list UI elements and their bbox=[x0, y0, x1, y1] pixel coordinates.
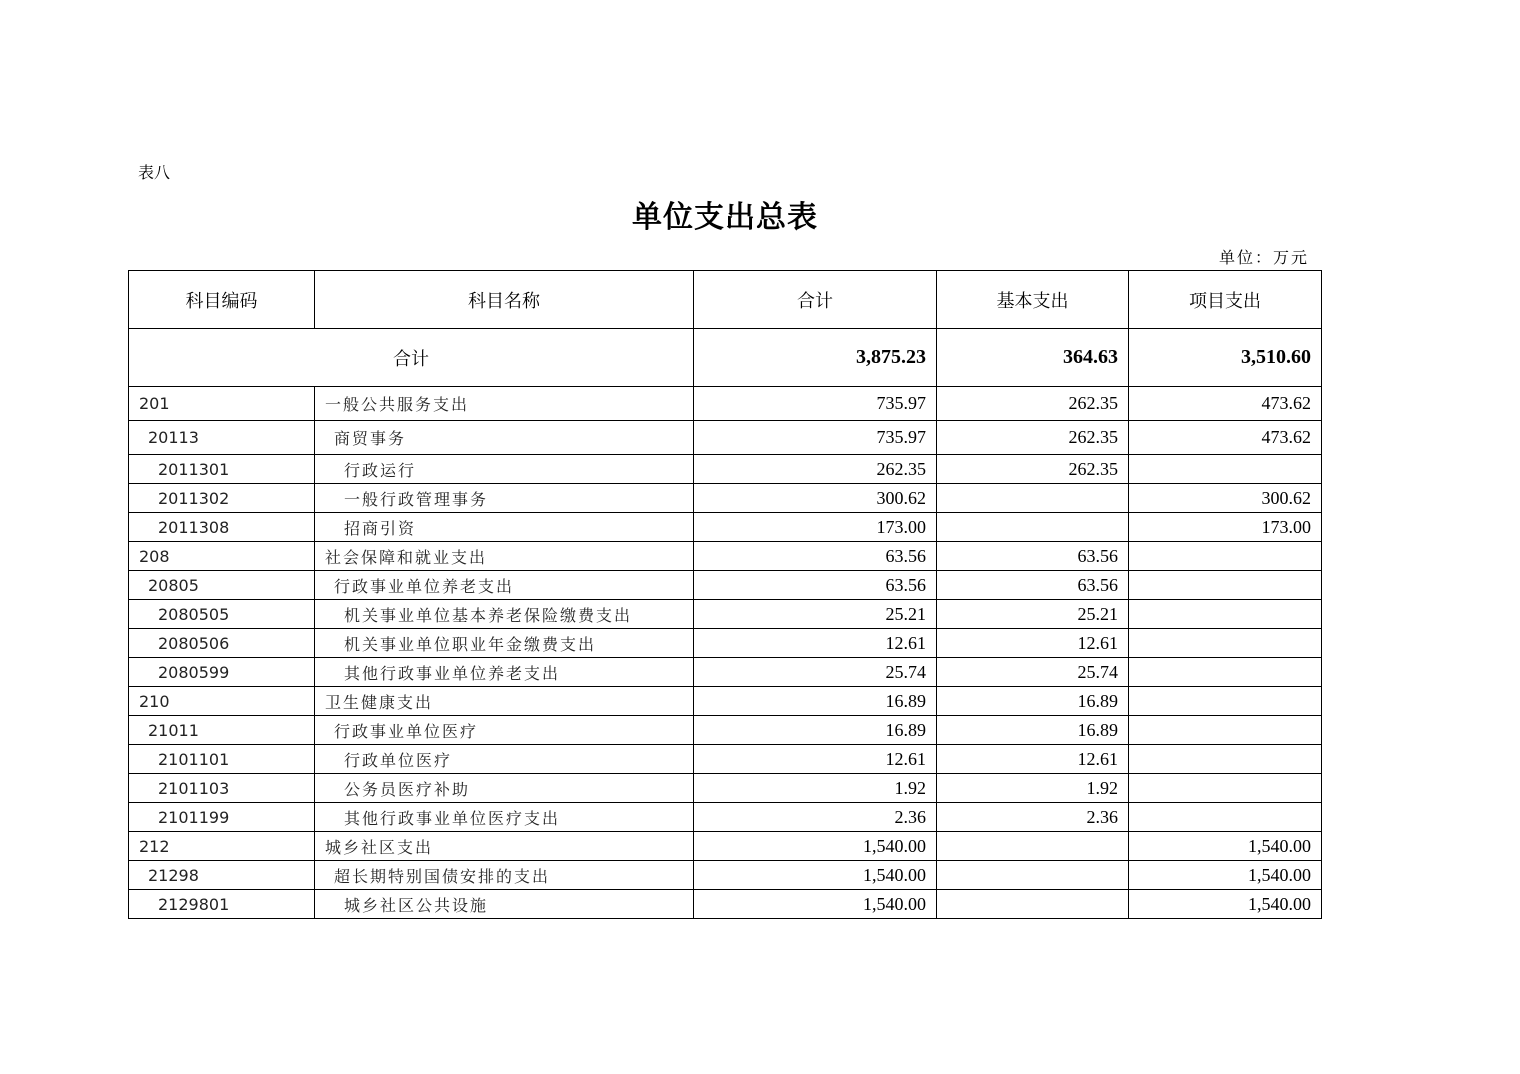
table-row bbox=[129, 832, 1322, 861]
row-basic: 25.21 bbox=[937, 600, 1129, 629]
row-basic: 16.89 bbox=[937, 687, 1129, 716]
row-name: 城乡社区支出 bbox=[315, 832, 694, 861]
table-row bbox=[129, 600, 1322, 629]
row-code: 210 bbox=[129, 687, 315, 716]
row-name: 机关事业单位职业年金缴费支出 bbox=[315, 629, 694, 658]
row-basic: 63.56 bbox=[937, 571, 1129, 600]
row-project bbox=[1129, 774, 1322, 803]
unit-label: 单位：万元 bbox=[1218, 248, 1309, 267]
table-row bbox=[129, 513, 1322, 542]
row-total: 1.92 bbox=[694, 774, 937, 803]
row-code: 2129801 bbox=[129, 890, 315, 919]
table-number: 表八 bbox=[138, 163, 171, 182]
table-row bbox=[129, 571, 1322, 600]
row-project bbox=[1129, 716, 1322, 745]
row-total: 12.61 bbox=[694, 745, 937, 774]
row-total: 63.56 bbox=[694, 571, 937, 600]
row-total: 63.56 bbox=[694, 542, 937, 571]
row-project: 1,540.00 bbox=[1129, 861, 1322, 890]
row-project bbox=[1129, 571, 1322, 600]
table-row bbox=[129, 861, 1322, 890]
row-total: 735.97 bbox=[694, 387, 937, 421]
table-row bbox=[129, 421, 1322, 455]
row-total: 12.61 bbox=[694, 629, 937, 658]
total-row bbox=[129, 329, 1322, 387]
row-code: 2101101 bbox=[129, 745, 315, 774]
row-total: 173.00 bbox=[694, 513, 937, 542]
row-total: 16.89 bbox=[694, 716, 937, 745]
row-project: 473.62 bbox=[1129, 387, 1322, 421]
row-name: 行政事业单位养老支出 bbox=[315, 571, 694, 600]
table-row bbox=[129, 745, 1322, 774]
row-basic: 63.56 bbox=[937, 542, 1129, 571]
row-name: 一般行政管理事务 bbox=[315, 484, 694, 513]
row-name: 其他行政事业单位医疗支出 bbox=[315, 803, 694, 832]
table-row bbox=[129, 387, 1322, 421]
row-basic: 25.74 bbox=[937, 658, 1129, 687]
table-row bbox=[129, 803, 1322, 832]
total-project: 3,510.60 bbox=[1129, 329, 1322, 387]
row-name: 机关事业单位基本养老保险缴费支出 bbox=[315, 600, 694, 629]
row-code: 2080505 bbox=[129, 600, 315, 629]
row-name: 卫生健康支出 bbox=[315, 687, 694, 716]
table-row bbox=[129, 658, 1322, 687]
header-project: 项目支出 bbox=[1129, 271, 1322, 329]
row-name: 公务员医疗补助 bbox=[315, 774, 694, 803]
table-row bbox=[129, 774, 1322, 803]
row-basic bbox=[937, 484, 1129, 513]
total-sum: 3,875.23 bbox=[694, 329, 937, 387]
row-basic: 12.61 bbox=[937, 629, 1129, 658]
row-name: 超长期特别国债安排的支出 bbox=[315, 861, 694, 890]
table-row bbox=[129, 890, 1322, 919]
row-total: 1,540.00 bbox=[694, 832, 937, 861]
expenditure-table bbox=[128, 270, 1322, 919]
row-total: 735.97 bbox=[694, 421, 937, 455]
row-basic bbox=[937, 861, 1129, 890]
row-total: 2.36 bbox=[694, 803, 937, 832]
row-basic: 262.35 bbox=[937, 387, 1129, 421]
row-total: 1,540.00 bbox=[694, 861, 937, 890]
header-name: 科目名称 bbox=[315, 271, 694, 329]
row-project bbox=[1129, 658, 1322, 687]
row-code: 208 bbox=[129, 542, 315, 571]
row-code: 20805 bbox=[129, 571, 315, 600]
row-basic bbox=[937, 832, 1129, 861]
row-code: 2080506 bbox=[129, 629, 315, 658]
row-project bbox=[1129, 455, 1322, 484]
table-row bbox=[129, 542, 1322, 571]
row-basic bbox=[937, 513, 1129, 542]
row-total: 1,540.00 bbox=[694, 890, 937, 919]
table-row bbox=[129, 629, 1322, 658]
row-name: 社会保障和就业支出 bbox=[315, 542, 694, 571]
table-row bbox=[129, 484, 1322, 513]
row-project bbox=[1129, 745, 1322, 774]
header-code: 科目编码 bbox=[129, 271, 315, 329]
row-project bbox=[1129, 542, 1322, 571]
document-title: 单位支出总表 bbox=[632, 200, 818, 235]
table-row bbox=[129, 716, 1322, 745]
row-project: 1,540.00 bbox=[1129, 832, 1322, 861]
row-name: 其他行政事业单位养老支出 bbox=[315, 658, 694, 687]
row-project: 1,540.00 bbox=[1129, 890, 1322, 919]
row-project: 473.62 bbox=[1129, 421, 1322, 455]
row-code: 201 bbox=[129, 387, 315, 421]
row-name: 一般公共服务支出 bbox=[315, 387, 694, 421]
row-total: 300.62 bbox=[694, 484, 937, 513]
row-basic: 262.35 bbox=[937, 455, 1129, 484]
row-project: 173.00 bbox=[1129, 513, 1322, 542]
row-basic bbox=[937, 890, 1129, 919]
row-total: 25.74 bbox=[694, 658, 937, 687]
row-code: 21298 bbox=[129, 861, 315, 890]
row-basic: 2.36 bbox=[937, 803, 1129, 832]
row-code: 20113 bbox=[129, 421, 315, 455]
row-basic: 1.92 bbox=[937, 774, 1129, 803]
header-total: 合计 bbox=[694, 271, 937, 329]
total-label: 合计 bbox=[129, 329, 694, 387]
row-project bbox=[1129, 803, 1322, 832]
row-project bbox=[1129, 600, 1322, 629]
row-name: 城乡社区公共设施 bbox=[315, 890, 694, 919]
header-basic: 基本支出 bbox=[937, 271, 1129, 329]
row-project bbox=[1129, 629, 1322, 658]
table-row bbox=[129, 687, 1322, 716]
row-code: 212 bbox=[129, 832, 315, 861]
row-name: 商贸事务 bbox=[315, 421, 694, 455]
table-header-row bbox=[129, 271, 1322, 329]
row-name: 招商引资 bbox=[315, 513, 694, 542]
row-total: 16.89 bbox=[694, 687, 937, 716]
row-code: 2101103 bbox=[129, 774, 315, 803]
table-row bbox=[129, 455, 1322, 484]
row-code: 21011 bbox=[129, 716, 315, 745]
row-basic: 12.61 bbox=[937, 745, 1129, 774]
row-name: 行政单位医疗 bbox=[315, 745, 694, 774]
row-basic: 262.35 bbox=[937, 421, 1129, 455]
row-name: 行政运行 bbox=[315, 455, 694, 484]
row-code: 2101199 bbox=[129, 803, 315, 832]
row-project bbox=[1129, 687, 1322, 716]
row-code: 2011301 bbox=[129, 455, 315, 484]
row-project: 300.62 bbox=[1129, 484, 1322, 513]
row-code: 2011308 bbox=[129, 513, 315, 542]
row-basic: 16.89 bbox=[937, 716, 1129, 745]
row-code: 2011302 bbox=[129, 484, 315, 513]
total-basic: 364.63 bbox=[937, 329, 1129, 387]
row-code: 2080599 bbox=[129, 658, 315, 687]
row-total: 25.21 bbox=[694, 600, 937, 629]
row-total: 262.35 bbox=[694, 455, 937, 484]
row-name: 行政事业单位医疗 bbox=[315, 716, 694, 745]
